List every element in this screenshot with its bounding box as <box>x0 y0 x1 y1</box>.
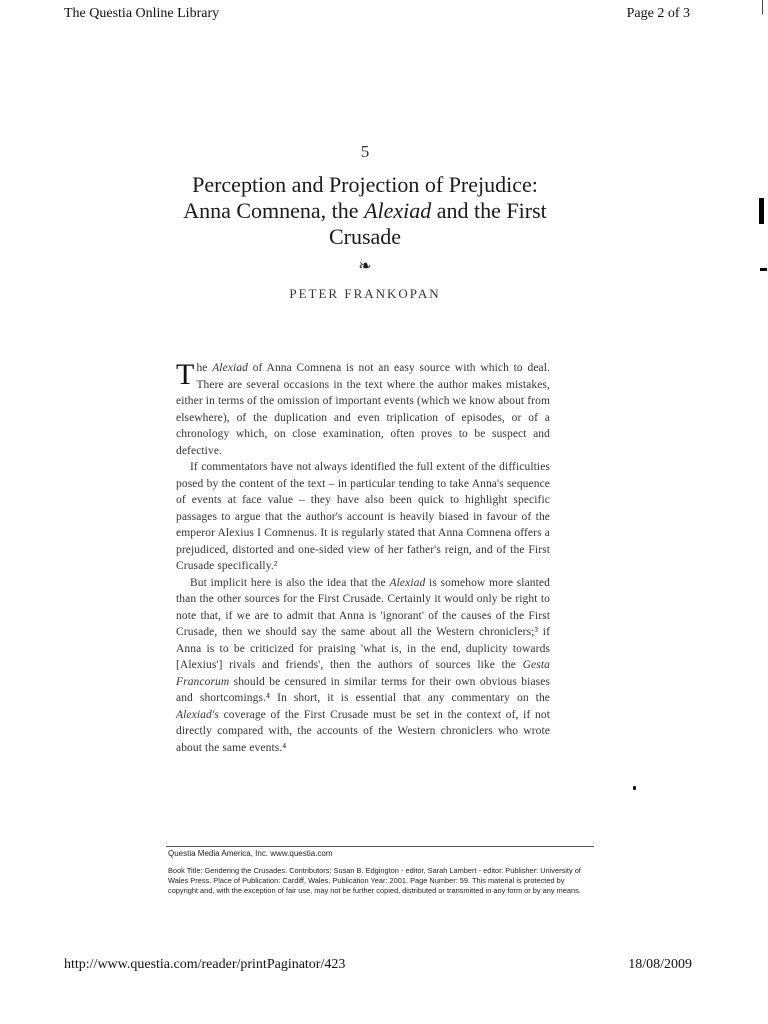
body-text <box>176 360 550 756</box>
scan-edge-line <box>762 0 763 14</box>
p3-d: coverage of the First Crusade must be set in the context of, if not directly compared with, the accounts of the Western chroniclers who wrote about the same events.⁴ <box>176 708 550 754</box>
p3-italic-3: Alexiad's <box>176 708 219 721</box>
scan-speck <box>633 786 636 790</box>
citation-info: Book Title: Gendering the Crusades. Contributors: Susan B. Edgington - editor, Sarah Lambert - editor. Publisher: University of Wales Press. Place of Publication: Cardiff, Wales. Publication Year: 2001. Page Number: 59. This material is protected by copyright and, with the exception of fair use, may not be further copied, distributed or transmitted in any form or by any means. <box>168 866 581 895</box>
paragraph-2: If commentators have not always identified the full extent of the difficulties posed by the content of the text – in particular tending to take Anna's sequence of events at face value – they have also been quick to highlight specific passages to argue that the author's account is heavily biased in favour of the emperor Alexius I Comnenus. It is regularly stated that Anna Comnena offers a prejudiced, distorted and one-sided view of her father's reign, and of the First Crusade specifically.² <box>176 461 550 572</box>
publisher-line: Questia Media America, Inc. www.questia.com <box>168 849 333 858</box>
header-page-indicator: Page 2 of 3 <box>626 6 690 21</box>
title-line-2-post: and the First <box>431 198 547 223</box>
author-name: PETER FRANKOPAN <box>289 286 441 301</box>
p3-b: is somehow more slanted than the other sources for the First Crusade. Certainly it would only be right to note that, if we are to admit that Anna is 'ignorant' of the causes of the First Crusade, then we should say the same about all the Western chroniclers;³ if Anna is to be criticized for praising 'what is, in the end, duplicity towards [Alexius'] rivals and friends', then the authors of sources like the <box>176 576 550 671</box>
scan-edge-mark-small <box>760 268 767 271</box>
p3-c: should be censured in similar terms for their own obvious biases and shortcomings.⁴ In short, it is essential that any commentary on the <box>176 675 550 704</box>
title-line-2-italic: Alexiad <box>364 198 432 223</box>
paragraph-1 <box>176 360 550 459</box>
p1-b: of Anna Comnena is not an easy source with which to deal. There are several occasions in the text where the author makes mistakes, either in terms of the omission of important events (which we know about from elsewhere), of the duplication and even triplication of episodes, or of a chronology which, on close examination, often proves to be suspect and defective. <box>176 362 551 457</box>
p3-italic-2: Gesta Francorum <box>176 659 550 688</box>
title-line-2-pre: Anna Comnena, the <box>183 198 365 223</box>
title-line-2 <box>0 198 730 224</box>
ornament-icon: ❧ <box>358 258 372 275</box>
footer-date: 18/08/2009 <box>628 957 692 972</box>
title-line-3: Crusade <box>328 224 402 249</box>
p3-a: But implicit here is also the idea that the <box>190 576 390 589</box>
scan-edge-mark <box>759 198 764 224</box>
drop-cap: T <box>176 358 195 391</box>
footer-url: http://www.questia.com/reader/printPaginator/423 <box>64 957 346 972</box>
paragraph-3 <box>176 575 550 757</box>
chapter-title <box>0 172 730 250</box>
chapter-number: 5 <box>360 142 370 161</box>
footer-divider <box>166 846 594 847</box>
p1-a: he <box>196 362 213 374</box>
title-line-1: Perception and Projection of Prejudice: <box>192 172 538 197</box>
header-site-title: The Questia Online Library <box>64 6 220 21</box>
p1-italic: Alexiad <box>212 362 249 374</box>
p3-italic-1: Alexiad <box>389 576 426 589</box>
